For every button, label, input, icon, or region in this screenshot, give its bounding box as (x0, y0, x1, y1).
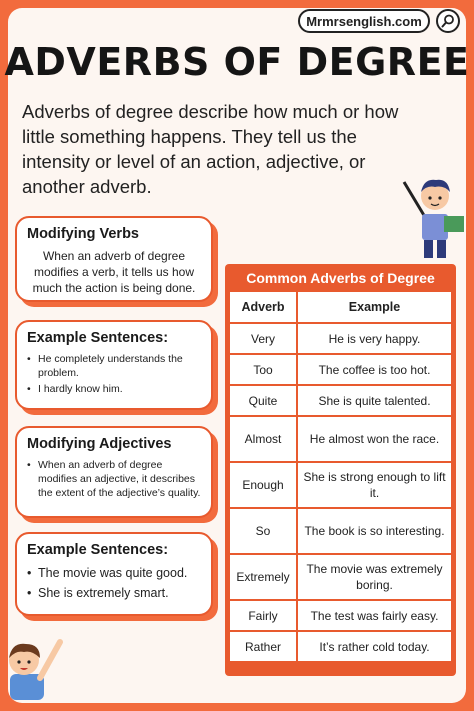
box-text: When an adverb of degree modifies a verb, it tells us how much the action is being done. (32, 249, 196, 295)
site-link[interactable]: Mrmrsenglish.com (298, 9, 430, 33)
example-sentences-box-1 (15, 320, 213, 410)
adverb-cell: Almost (230, 417, 298, 461)
example-cell: He almost won the race. (298, 417, 451, 461)
adverb-cell: Very (230, 324, 298, 353)
table-title: Common Adverbs of Degree (246, 270, 435, 286)
teacher-illustration (400, 160, 470, 260)
box-heading: Modifying Adjectives (27, 436, 172, 452)
box-heading: Example Sentences: (27, 330, 169, 346)
table-row (230, 509, 451, 553)
table-row (230, 386, 451, 415)
box-heading: Example Sentences: (27, 542, 169, 558)
list-item: • When an adverb of degree modifies an adjective, it describes the extent of the adjective’s quality. (27, 458, 201, 500)
adverb-cell: Fairly (230, 601, 298, 630)
adverb-cell: Enough (230, 463, 298, 507)
example-cell: The test was fairly easy. (298, 601, 451, 630)
intro-text: Adverbs of degree describe how much or how little something happens. They tell us the intensity or level of an action, adjective, or another adverb. (22, 101, 399, 197)
table-row (230, 355, 451, 384)
adverb-cell: So (230, 509, 298, 553)
example-cell: The coffee is too hot. (298, 355, 451, 384)
column-header-example: Example (298, 292, 451, 322)
table-row (230, 324, 451, 353)
example-cell: He is very happy. (298, 324, 451, 353)
modifying-adjectives-box (15, 426, 213, 518)
modifying-verbs-box (15, 216, 213, 302)
page-title: ADVERBS OF DEGREE (4, 40, 470, 84)
adverbs-table (225, 264, 456, 676)
table-row (230, 463, 451, 507)
list-item: • I hardly know him. (27, 382, 201, 396)
list-item: • She is extremely smart. (27, 584, 201, 602)
list-item: • He completely understands the problem. (27, 352, 201, 380)
table-row (230, 417, 451, 461)
example-cell: She is quite talented. (298, 386, 451, 415)
table-row (230, 632, 451, 661)
child-illustration (0, 632, 70, 702)
example-cell: It’s rather cold today. (298, 632, 451, 661)
example-cell: The book is so interesting. (298, 509, 451, 553)
table-row (230, 601, 451, 630)
list-item: • The movie was quite good. (27, 564, 201, 582)
table-row (230, 555, 451, 599)
adverb-cell: Extremely (230, 555, 298, 599)
table-header-row (230, 292, 451, 322)
adverb-cell: Rather (230, 632, 298, 661)
example-cell: The movie was extremely boring. (298, 555, 451, 599)
adverb-cell: Quite (230, 386, 298, 415)
example-cell: She is strong enough to lift it. (298, 463, 451, 507)
adverb-cell: Too (230, 355, 298, 384)
example-sentences-box-2 (15, 532, 213, 616)
column-header-adverb: Adverb (230, 292, 298, 322)
box-heading: Modifying Verbs (27, 226, 139, 242)
search-icon (441, 14, 455, 28)
search-button[interactable] (436, 9, 460, 33)
